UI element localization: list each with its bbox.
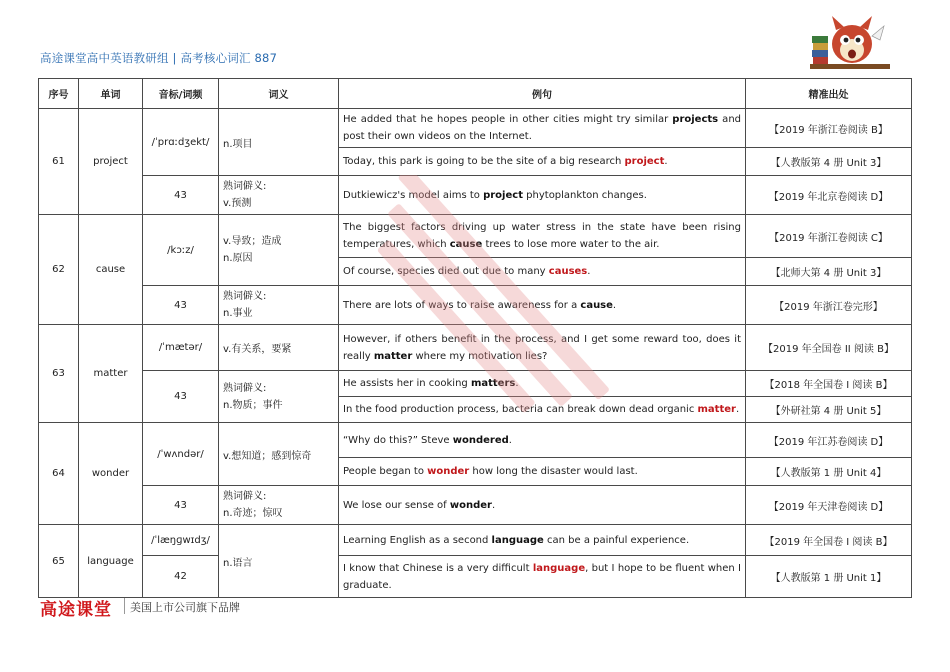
header-example: 例句 bbox=[339, 79, 746, 109]
keyword: project bbox=[483, 189, 523, 201]
entry-phonetic: /ˈprɑːdʒekt/ bbox=[143, 109, 219, 176]
example-sentence: However, if others benefit in the process, and I get some reward too, does it really matter where my motivation lies? bbox=[339, 325, 746, 371]
example-source: 【2019 年浙江卷阅读 C】 bbox=[746, 215, 912, 258]
example-sentence: Learning English as a second language can be a painful experience. bbox=[339, 525, 746, 556]
keyword: cause bbox=[580, 299, 613, 311]
entry-meaning: n.语言 bbox=[219, 525, 339, 598]
brand-logo: 高途课堂 bbox=[40, 600, 112, 620]
brand-tagline: 美国上市公司旗下品牌 bbox=[130, 601, 240, 614]
table-row bbox=[39, 325, 912, 371]
keyword: projects bbox=[672, 114, 719, 125]
entry-number: 63 bbox=[39, 325, 79, 423]
header-meaning: 词义 bbox=[219, 79, 339, 109]
entry-meaning: v.导致；造成 n.原因 bbox=[219, 215, 339, 286]
keyword-highlighted: wonder bbox=[427, 466, 470, 477]
entry-frequency: 43 bbox=[143, 371, 219, 423]
entry-frequency: 42 bbox=[143, 556, 219, 598]
table-header-row bbox=[39, 79, 912, 109]
header-source: 精准出处 bbox=[746, 79, 912, 109]
table-row bbox=[39, 486, 912, 525]
footer-divider bbox=[124, 598, 125, 614]
example-source: 【2019 年天津卷阅读 D】 bbox=[746, 486, 912, 525]
keyword: wondered bbox=[452, 434, 509, 446]
entry-word: language bbox=[79, 525, 143, 598]
table-row bbox=[39, 109, 912, 148]
example-sentence: Today, this park is going to be the site of a big research project. bbox=[339, 148, 746, 176]
example-source: 【北师大第 4 册 Unit 3】 bbox=[746, 258, 912, 286]
example-source: 【人教版第 1 册 Unit 4】 bbox=[746, 458, 912, 486]
example-sentence: I know that Chinese is a very difficult language, but I hope to be fluent when I graduate. bbox=[339, 556, 746, 598]
table-row bbox=[39, 176, 912, 215]
entry-rare-meaning: 熟词僻义: n.事业 bbox=[219, 286, 339, 325]
header-index: 序号 bbox=[39, 79, 79, 109]
table-row bbox=[39, 423, 912, 458]
example-source: 【2019 年浙江卷完形】 bbox=[746, 286, 912, 325]
table-row bbox=[39, 371, 912, 397]
table-row bbox=[39, 215, 912, 258]
example-sentence: He added that he hopes people in other cities might try similar projects and post their own videos on the Internet. bbox=[339, 109, 746, 148]
keyword: cause bbox=[449, 239, 483, 250]
keyword-highlighted: causes bbox=[548, 266, 588, 277]
entry-frequency: 43 bbox=[143, 486, 219, 525]
entry-phonetic: /kɔːz/ bbox=[143, 215, 219, 286]
example-source: 【2019 年江苏卷阅读 D】 bbox=[746, 423, 912, 458]
entry-word: matter bbox=[79, 325, 143, 423]
keyword: matters bbox=[470, 378, 516, 389]
entry-rare-meaning: 熟词僻义: n.物质；事件 bbox=[219, 371, 339, 423]
entry-word: cause bbox=[79, 215, 143, 325]
example-source: 【2019 年全国卷 I 阅读 B】 bbox=[746, 525, 912, 556]
header-phonetic-frequency: 音标/词频 bbox=[143, 79, 219, 109]
keyword: wonder bbox=[449, 499, 492, 511]
entry-meaning: v.有关系，要紧 bbox=[219, 325, 339, 371]
keyword-highlighted: matter bbox=[697, 404, 736, 415]
mascot-icon bbox=[810, 14, 890, 70]
example-source: 【2019 年浙江卷阅读 B】 bbox=[746, 109, 912, 148]
example-sentence: Dutkiewicz's model aims to project phytoplankton changes. bbox=[339, 176, 746, 215]
example-sentence: In the food production process, bacteria can break down dead organic matter. bbox=[339, 397, 746, 423]
keyword: language bbox=[491, 534, 544, 546]
entry-meaning: v.想知道；感到惊奇 bbox=[219, 423, 339, 486]
entry-rare-meaning: 熟词僻义: v.预测 bbox=[219, 176, 339, 215]
example-sentence: People began to wonder how long the disaster would last. bbox=[339, 458, 746, 486]
example-sentence: We lose our sense of wonder. bbox=[339, 486, 746, 525]
example-sentence: “Why do this?” Steve wondered. bbox=[339, 423, 746, 458]
example-sentence: The biggest factors driving up water stress in the state have been rising temperatures, which cause trees to lose more water to the air. bbox=[339, 215, 746, 258]
example-sentence: He assists her in cooking matters. bbox=[339, 371, 746, 397]
entry-frequency: 43 bbox=[143, 286, 219, 325]
example-source: 【外研社第 4 册 Unit 5】 bbox=[746, 397, 912, 423]
entry-number: 62 bbox=[39, 215, 79, 325]
table-row bbox=[39, 525, 912, 556]
entry-phonetic: /ˈlæŋɡwɪdʒ/ bbox=[143, 525, 219, 556]
table-row bbox=[39, 556, 912, 598]
entry-word: wonder bbox=[79, 423, 143, 525]
example-source: 【2018 年全国卷 I 阅读 B】 bbox=[746, 371, 912, 397]
keyword-highlighted: language bbox=[532, 562, 586, 574]
entry-word: project bbox=[79, 109, 143, 215]
example-source: 【2019 年北京卷阅读 D】 bbox=[746, 176, 912, 215]
entry-number: 61 bbox=[39, 109, 79, 215]
header-word: 单词 bbox=[79, 79, 143, 109]
entry-frequency: 43 bbox=[143, 176, 219, 215]
entry-number: 65 bbox=[39, 525, 79, 598]
keyword: matter bbox=[373, 350, 413, 362]
entry-phonetic: /ˈwʌndər/ bbox=[143, 423, 219, 486]
entry-rare-meaning: 熟词僻义: n.奇迹；惊叹 bbox=[219, 486, 339, 525]
vocabulary-table bbox=[38, 78, 912, 598]
keyword-highlighted: project bbox=[624, 156, 665, 167]
table-row bbox=[39, 286, 912, 325]
entry-number: 64 bbox=[39, 423, 79, 525]
example-source: 【2019 年全国卷 II 阅读 B】 bbox=[746, 325, 912, 371]
example-source: 【人教版第 1 册 Unit 1】 bbox=[746, 556, 912, 598]
example-source: 【人教版第 4 册 Unit 3】 bbox=[746, 148, 912, 176]
entry-phonetic: /ˈmætər/ bbox=[143, 325, 219, 371]
example-sentence: Of course, species died out due to many causes. bbox=[339, 258, 746, 286]
page-header-title: 高途课堂高中英语教研组 | 高考核心词汇 887 bbox=[40, 51, 278, 65]
example-sentence: There are lots of ways to raise awareness for a cause. bbox=[339, 286, 746, 325]
entry-meaning: n.项目 bbox=[219, 109, 339, 176]
